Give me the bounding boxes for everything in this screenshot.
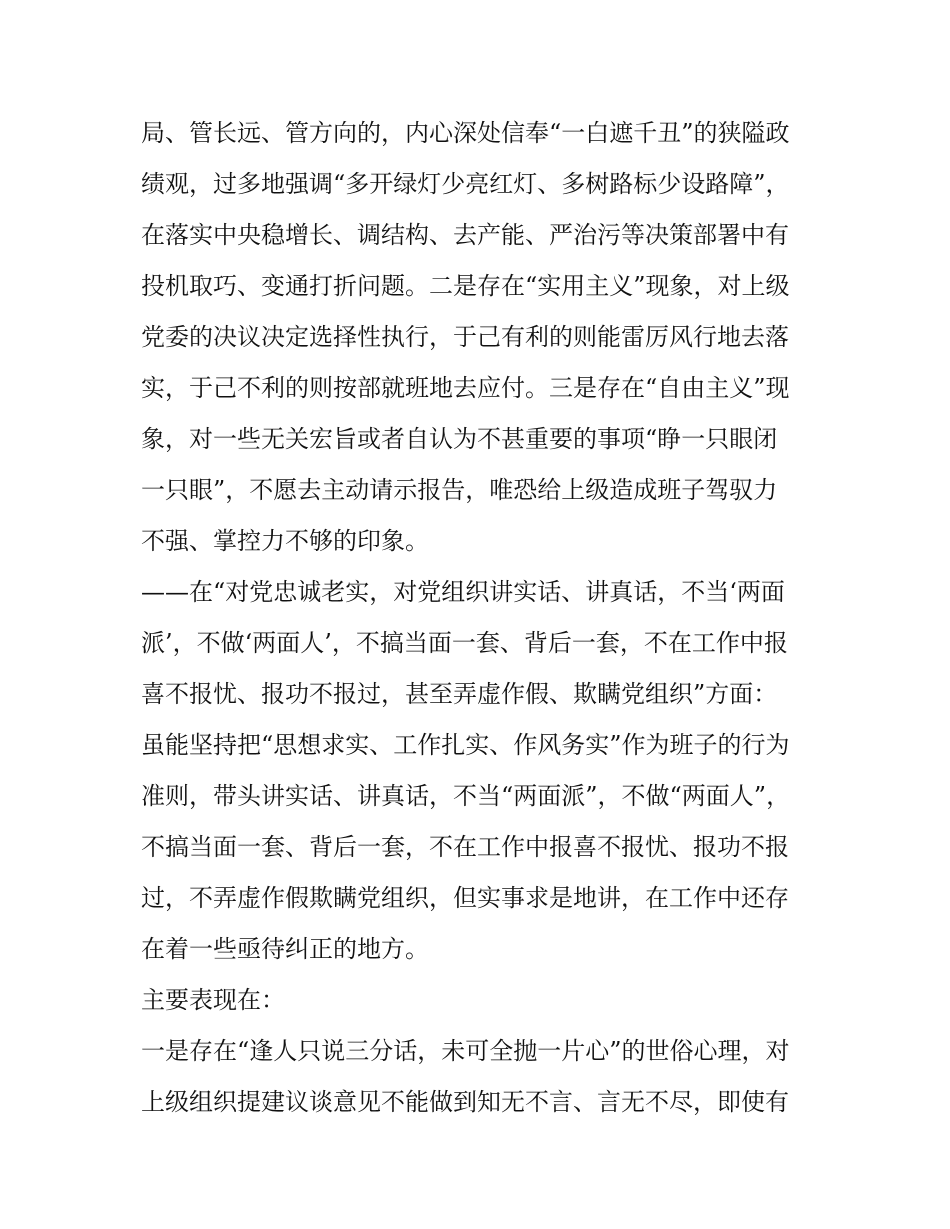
text-line: 不搞当面一套、背后一套，不在工作中报喜不报忧、报功不报 xyxy=(141,833,789,861)
text-line: 不强、掌控力不够的印象。 xyxy=(141,527,429,555)
text-line: 在着一些亟待纠正的地方。 xyxy=(141,935,429,963)
text-line: 党委的决议决定选择性执行，于己有利的则能雷厉风行地去落 xyxy=(141,323,789,351)
text-line: 局、管长远、管方向的，内心深处信奉“一白遮千丑”的狭隘政 xyxy=(141,119,790,147)
text-line: 在落实中央稳增长、调结构、去产能、严治污等决策部署中有 xyxy=(141,221,789,249)
text-line: 一是存在“逢人只说三分话，未可全抛一片心”的世俗心理，对 xyxy=(141,1037,790,1065)
text-line: 投机取巧、变通打折问题。二是存在“实用主义”现象，对上级 xyxy=(141,272,790,300)
text-line: 派’，不做‘两面人’，不搞当面一套、背后一套，不在工作中报 xyxy=(141,629,788,657)
text-line: 主要表现在： xyxy=(141,986,285,1014)
text-line: 上级组织提建议谈意见不能做到知无不言、言无不尽，即使有 xyxy=(141,1088,789,1116)
text-line: ——在“对党忠诚老实，对党组织讲实话、讲真话，不当‘两面 xyxy=(141,578,785,606)
text-line: 一只眼”，不愿去主动请示报告，唯恐给上级造成班子驾驭力 xyxy=(141,476,778,504)
text-line: 象，对一些无关宏旨或者自认为不甚重要的事项“睁一只眼闭 xyxy=(141,425,778,453)
text-line: 虽能坚持把“思想求实、工作扎实、作风务实”作为班子的行为 xyxy=(141,731,790,759)
body-text xyxy=(141,108,821,1128)
text-line: 实，于己不利的则按部就班地去应付。三是存在“自由主义”现 xyxy=(141,374,790,402)
text-line: 绩观，过多地强调“多开绿灯少亮红灯、多树路标少设路障”， xyxy=(141,170,790,198)
text-line: 喜不报忧、报功不报过，甚至弄虚作假、欺瞒党组织”方面： xyxy=(141,680,778,708)
text-line: 准则，带头讲实话、讲真话，不当“两面派”，不做“两面人”， xyxy=(141,782,791,810)
text-line: 过，不弄虚作假欺瞒党组织，但实事求是地讲，在工作中还存 xyxy=(141,884,789,912)
